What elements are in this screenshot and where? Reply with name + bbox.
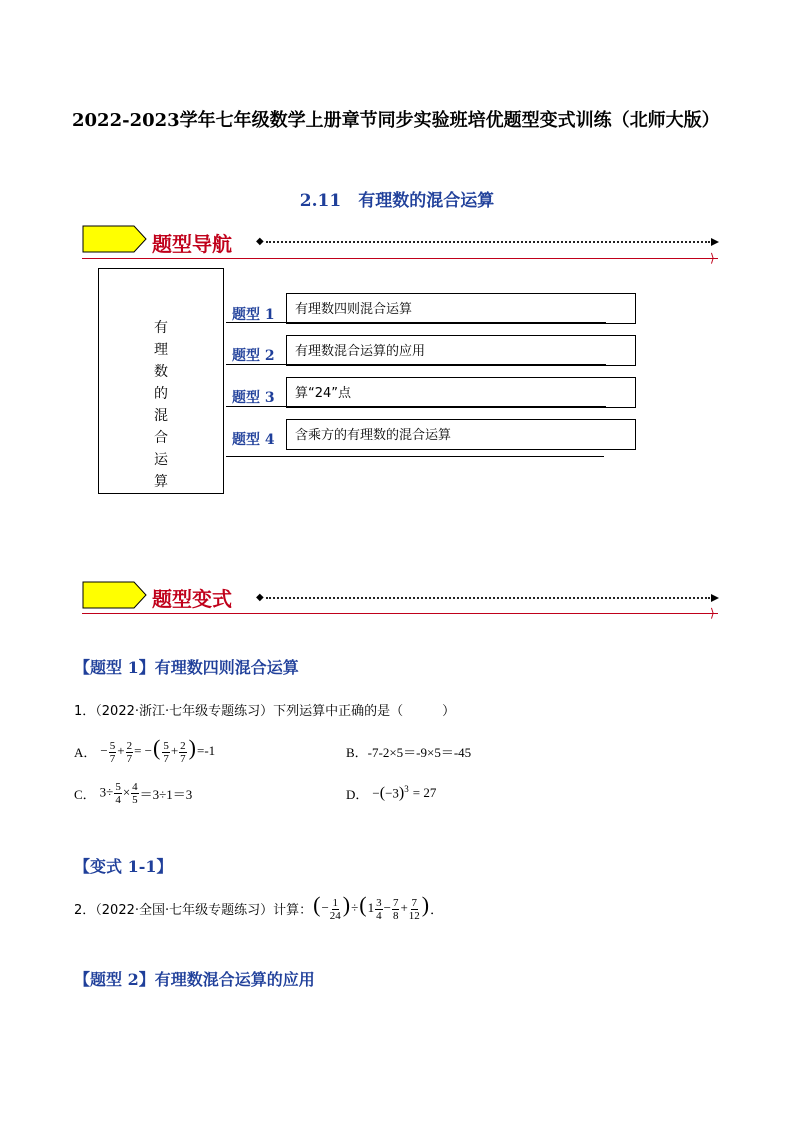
red-arrow-icon: ⟩ xyxy=(710,606,715,620)
banner-arrow-icon xyxy=(82,225,148,253)
option-c-result: ＝3÷1＝3 xyxy=(139,786,193,802)
nav-item-1-label: 题型 1 xyxy=(232,307,275,323)
diamond-icon: ◆ xyxy=(256,236,264,247)
red-arrow-icon: ⟩ xyxy=(710,251,715,265)
nav-item-2[interactable]: 有理数混合运算的应用 xyxy=(286,335,636,366)
question-2-end: ． xyxy=(430,901,444,917)
nav-char: 混 xyxy=(154,408,168,424)
dotted-divider xyxy=(266,241,710,243)
nav-underline xyxy=(226,456,604,457)
nav-char: 的 xyxy=(154,386,168,402)
nav-char: 算 xyxy=(154,474,168,490)
nav-item-2-label: 题型 2 xyxy=(232,348,275,364)
section-1-heading: 【题型 1】有理数四则混合运算 xyxy=(74,658,299,677)
nav-char: 合 xyxy=(154,430,168,446)
banner-nav-label: 题型导航 xyxy=(152,232,232,256)
option-b[interactable]: B．-7-2×5＝-9×5＝-45 xyxy=(346,745,472,760)
option-d[interactable] xyxy=(346,780,436,806)
option-a[interactable] xyxy=(74,734,215,768)
question-2-stem: 2．（2022·全国·七年级专题练习）计算： xyxy=(74,902,313,918)
question-2 xyxy=(74,890,443,926)
option-c-label: C． xyxy=(74,786,96,802)
option-a-label: A． xyxy=(74,744,97,760)
option-c-expr: 3÷ $\frac{5}{4}$ × $\frac{4}{5}$ xyxy=(99,780,138,806)
option-d-label: D． xyxy=(346,786,369,802)
nav-vertical-title xyxy=(99,317,223,493)
option-a-result: =-1 xyxy=(197,743,216,758)
question-2-expr: (− $\frac{1}{24}$ )÷(1 $\frac{3}{4}$ − $\frac{7}{8}$ + $\frac{7}{12}$ ) xyxy=(313,892,430,922)
banner-variants-label: 题型变式 xyxy=(152,587,232,611)
nav-topic-box xyxy=(98,268,224,494)
nav-item-1[interactable]: 有理数四则混合运算 xyxy=(286,293,636,324)
diamond-icon: ◆ xyxy=(256,592,264,603)
nav-char: 数 xyxy=(154,364,168,380)
red-divider xyxy=(82,258,718,259)
red-divider xyxy=(82,613,718,614)
arrowhead-icon xyxy=(711,238,719,246)
section-subtitle: 2.11 有理数的混合运算 xyxy=(299,191,495,211)
dotted-divider xyxy=(266,597,710,599)
option-a-expr: − $\frac{5}{7}$ + $\frac{2}{7}$ = −( $\frac{5}{7}$ + $\frac{2}{7}$ ) xyxy=(100,735,196,765)
section-2-heading: 【题型 2】有理数混合运算的应用 xyxy=(74,970,315,989)
question-1-stem: 1．（2022·浙江·七年级专题练习）下列运算中正确的是（ ） xyxy=(74,704,456,719)
banner-arrow-icon xyxy=(82,581,148,609)
nav-char: 运 xyxy=(154,452,168,468)
option-d-expr: $-(-3)^3$ xyxy=(372,783,409,802)
nav-item-4[interactable]: 含乘方的有理数的混合运算 xyxy=(286,419,636,450)
nav-char: 理 xyxy=(154,342,168,358)
arrowhead-icon xyxy=(711,594,719,602)
option-d-result: = 27 xyxy=(412,785,437,800)
nav-item-3[interactable]: 算“24”点 xyxy=(286,377,636,408)
nav-char: 有 xyxy=(154,320,168,336)
nav-item-3-label: 题型 3 xyxy=(232,390,275,406)
nav-item-4-label: 题型 4 xyxy=(232,432,275,448)
document-title: 2022-2023学年七年级数学上册章节同步实验班培优题型变式训练（北师大版） xyxy=(72,110,720,131)
option-c[interactable] xyxy=(74,776,192,810)
variant-1-1-heading: 【变式 1-1】 xyxy=(74,857,173,876)
